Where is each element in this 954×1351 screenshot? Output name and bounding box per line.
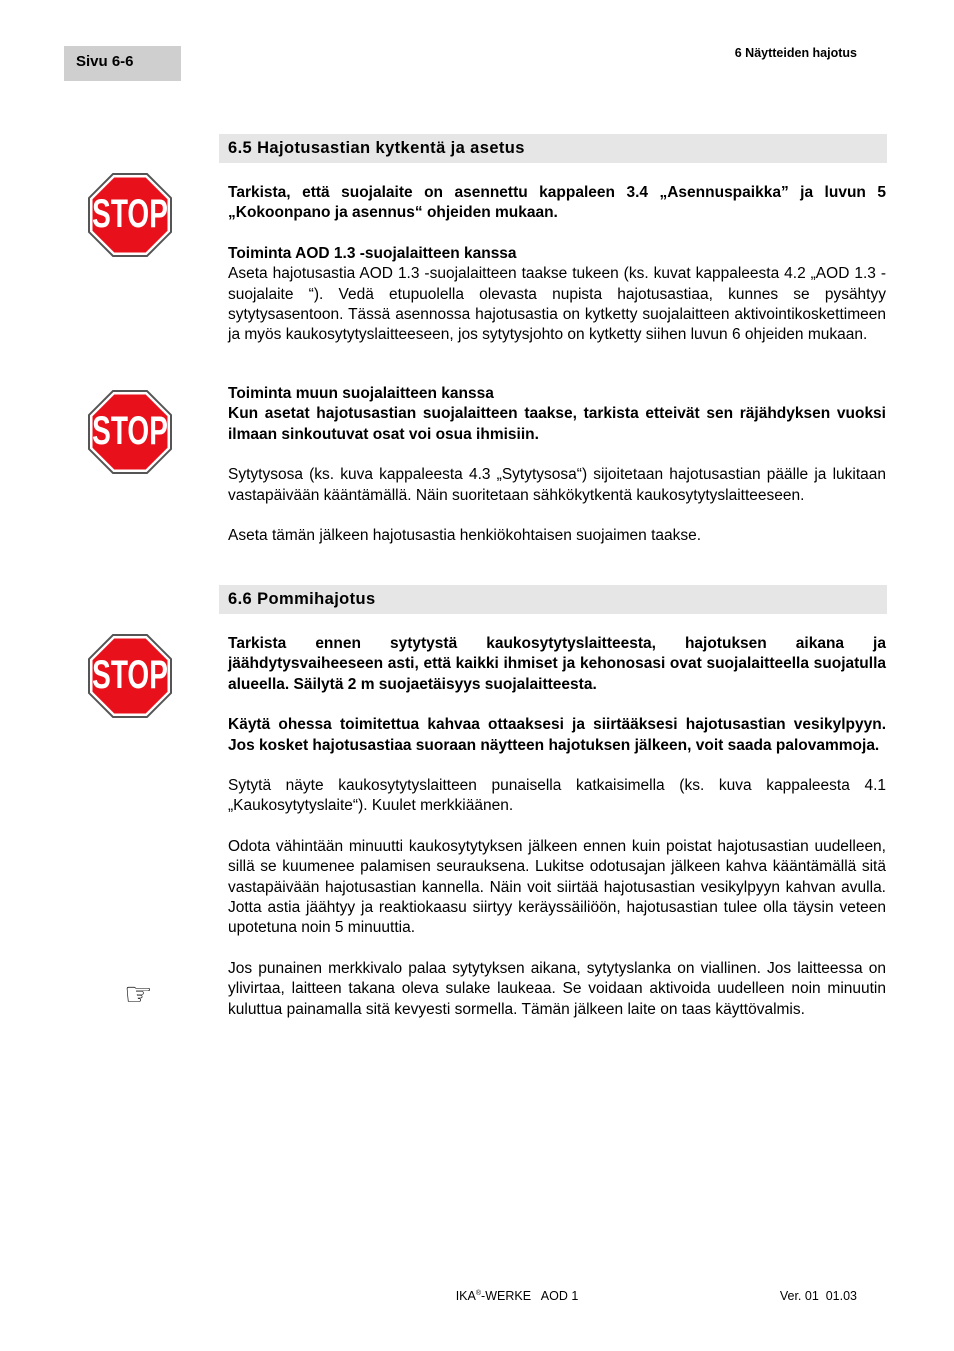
section-6-6-body <box>228 634 886 1020</box>
installation-warning: Tarkista, että suojalaite on asennettu kappaleen 3.4 „Asennuspaikka” ja luvun 5 „Kokoonpano ja asennus“ ohjeiden mukaan. <box>228 184 886 222</box>
safety-distance-warning: Tarkista ennen sytytystä kaukosytytyslaitteesta, hajotuksen aikana ja jäähdytysvaiheeseen asti, että kaikki ihmiset ja kehonosasi ovat suojalaitteella suojatulla alueella. Säilytä 2 m suojaetäisyys suojalaitteesta. <box>228 635 886 693</box>
section-heading-6-5: 6.5 Hajotusastian kytkentä ja asetus <box>219 134 887 163</box>
registered-mark: ® <box>475 1290 482 1297</box>
stop-sign-icon <box>88 390 172 474</box>
product-name: -WERKE AOD 1 <box>481 1289 579 1303</box>
aod-subheading: Toiminta AOD 1.3 -suojalaitteen kanssa <box>228 244 517 262</box>
section-6-5-body <box>228 183 886 346</box>
other-protector-block <box>228 384 886 546</box>
stop-sign-icon <box>88 634 172 718</box>
footer-version: Ver. 01 01.03 <box>779 1289 857 1303</box>
chapter-title: 6 Näytteiden hajotus <box>734 46 857 60</box>
stop-word: STOP <box>92 409 168 454</box>
burn-warning: Käytä ohessa toimitettua kahvaa ottaaksesi ja siirtääksesi hajotusastian vesikylpyyn. Jos kosket hajotusastiaa suoraan näytteen hajotuksen jälkeen, voit saada palovammoja. <box>228 716 886 754</box>
placement-text: Aseta tämän jälkeen hajotusastia henkiökohtaisen suojaimen taakse. <box>228 527 702 545</box>
other-protector-subheading: Toiminta muun suojalaitteen kanssa <box>228 385 494 402</box>
ignite-text: Sytytä näyte kaukosytytyslaitteen punaisella katkaisimella (ks. kuva kappaleesta 4.1 „Kaukosytytyslaite“). Kuulet merkkiäänen. <box>228 777 886 815</box>
aod-instructions: Aseta hajotusastia AOD 1.3 -suojalaitteen taakse tukeen (ks. kuvat kappaleesta 4.2 „AOD 1.3 -suojalaite “). Vedä etupuolella olevasta nupista hajotusastiaa, kunnes se pysähtyy sytytysasentoon. Tässä asennossa hajotusastia on kytketty suojalaitteen aktivointikoskettimeen ja myös kaukosytytyslaitteeseen, jos sytytysjohto on kytketty siihen luvun 6 ohjeiden mukaan. <box>228 265 886 344</box>
stop-sign-icon <box>88 173 172 257</box>
ignition-part-text: Sytytysosa (ks. kuva kappaleesta 4.3 „Sytytysosa“) sijoitetaan hajotusastian päälle ja lukitaan vastapäivään kääntämällä. Näin suoritetaan sähkökytkentä kaukosytytyslaitteeseen. <box>228 466 886 504</box>
other-protector-warning: Kun asetat hajotusastian suojalaitteen taakse, tarkista etteivät sen räjähdyksen vuoksi ilmaan sinkoutuvat osat voi osua ihmisiin. <box>228 405 886 443</box>
brand-name: IKA <box>455 1289 476 1303</box>
stop-word: STOP <box>92 192 168 237</box>
page-number-badge: Sivu 6-6 <box>64 46 181 81</box>
fuse-note-text: Jos punainen merkkivalo palaa sytytyksen aikana, sytytyslanka on viallinen. Jos laitteessa on ylivirtaa, laitteen takana oleva sulake laukeaa. Se voidaan aktivoida uudelleen noin minuutin kuluttua painamalla sitä kevyesti sormella. Tämän jälkeen laite on taas käyttövalmis. <box>228 959 886 1018</box>
pointing-hand-icon: ☞ <box>124 975 153 1013</box>
wait-text: Odota vähintään minuutti kaukosytytyksen jälkeen ennen kuin poistat hajotusastian uudelleen, sillä se kuumenee palamisen seurauksena. Lukitse odotusajan jälkeen kahva kääntämällä sitä vastapäivään hajotusastian kannella. Näin voit siirtää hajotusastian vesikylpyyn kahvan avulla. Jotta astia jäähtyy ja reaktiokaasu siirtyy keräyssäiliöön, hajotusastian tulee olla täysin veteen upotetuna noin 5 minuuttia. <box>228 837 886 937</box>
section-heading-6-6: 6.6 Pommihajotus <box>219 585 887 614</box>
stop-word: STOP <box>92 653 168 698</box>
